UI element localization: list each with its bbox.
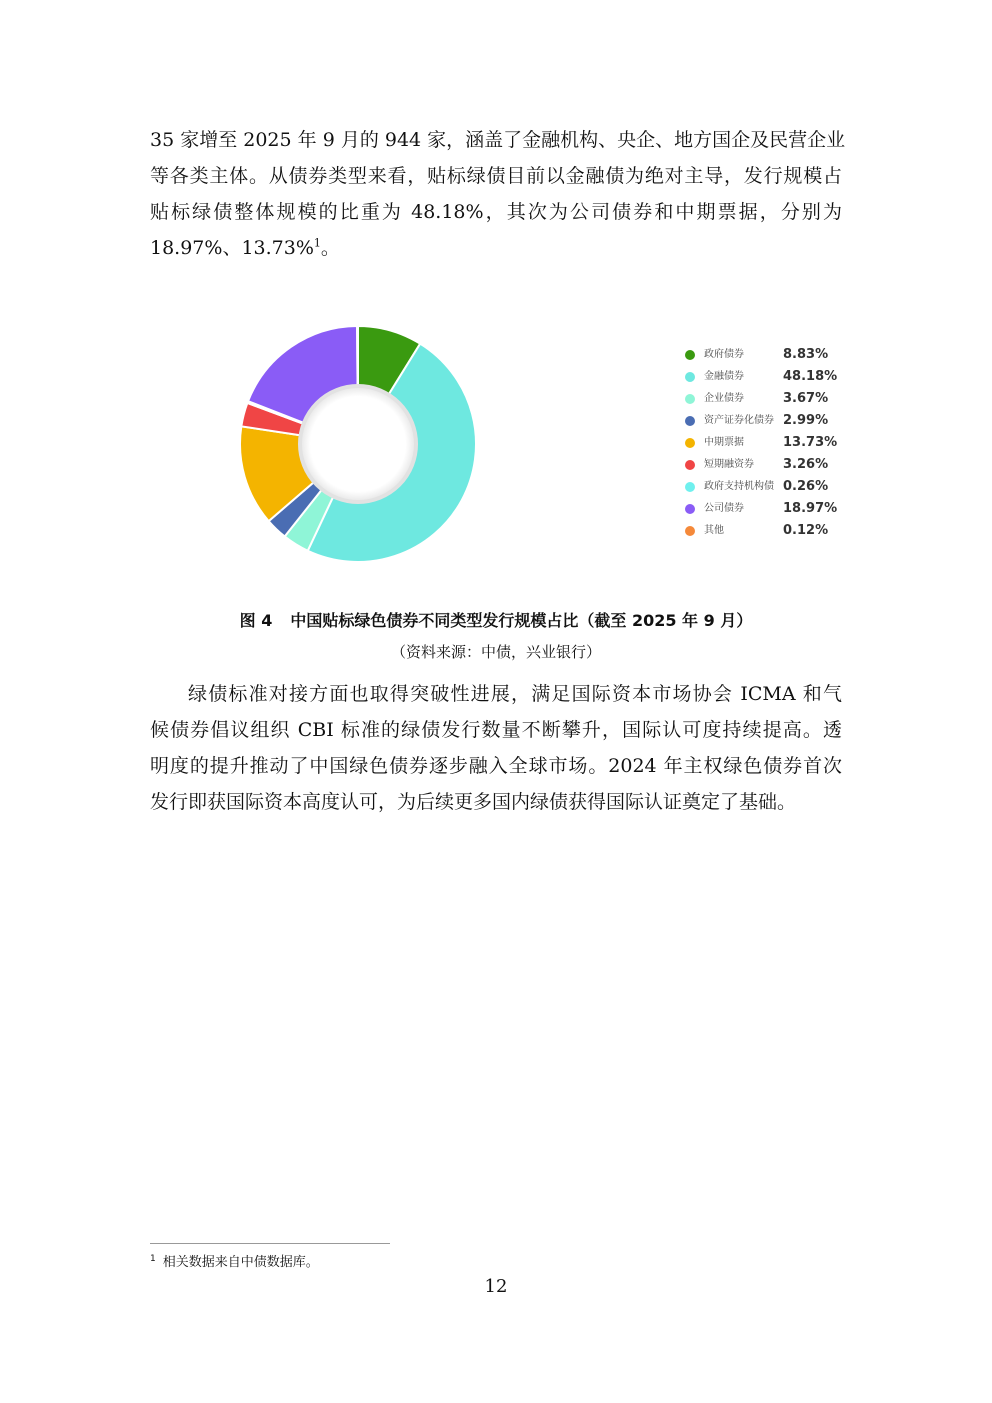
legend-value: 18.97%: [783, 501, 838, 516]
legend-item: [683, 432, 863, 454]
legend-value: 48.18%: [783, 369, 838, 384]
paragraph-line: 绿债标准对接方面也取得突破性进展，满足国际资本市场协会 ICMA 和气: [188, 683, 842, 705]
legend-item: [683, 520, 863, 542]
figure-source: （资料来源：中债，兴业银行）: [390, 643, 601, 661]
legend-label: 金融债券: [704, 371, 744, 382]
paragraph-text: 18.97%、13.73%: [150, 237, 314, 259]
pie-slice-9: [357, 326, 358, 388]
legend-label: 资产证券化债券: [704, 415, 774, 426]
chart-legend: [683, 344, 863, 542]
paragraph-line: 等各类主体。从债券类型来看，贴标绿债目前以金融债为绝对主导，发行规模占: [150, 165, 842, 187]
paragraph-line: 发行即获国际资本高度认可，为后续更多国内绿债获得国际认证奠定了基础。: [150, 791, 797, 813]
legend-marker-icon: [685, 526, 695, 536]
legend-marker-icon: [685, 350, 695, 360]
legend-item: [683, 366, 863, 388]
figure-title: 中国贴标绿色债券不同类型发行规模占比（截至 2025 年 9 月）: [290, 611, 753, 630]
body-paragraph-1: [150, 122, 846, 266]
legend-item: [683, 476, 863, 498]
paragraph-line: 候债券倡议组织 CBI 标准的绿债发行数量不断攀升，国际认可度持续提高。透: [150, 719, 842, 741]
legend-label: 公司债券: [704, 503, 744, 514]
legend-value: 0.26%: [783, 479, 829, 494]
legend-marker-icon: [685, 504, 695, 514]
legend-item: [683, 498, 863, 520]
legend-value: 8.83%: [783, 347, 829, 362]
legend-label: 政府支持机构债: [704, 481, 774, 492]
legend-label: 中期票据: [704, 437, 744, 448]
legend-marker-icon: [685, 438, 695, 448]
figure-number: 图 4: [239, 611, 273, 630]
paragraph-line: 明度的提升推动了中国绿色债券逐步融入全球市场。2024 年主权绿色债券首次: [150, 755, 842, 777]
figure-caption: [0, 609, 992, 633]
footnote-marker: 1: [150, 1253, 156, 1264]
legend-value: 13.73%: [783, 435, 838, 450]
footnote-divider: [150, 1243, 390, 1244]
footnote-text: 相关数据来自中债数据库。: [162, 1255, 319, 1270]
legend-value: 3.67%: [783, 391, 829, 406]
legend-marker-icon: [685, 460, 695, 470]
legend-marker-icon: [685, 372, 695, 382]
page-number: 12: [484, 1276, 508, 1297]
legend-label: 政府债券: [704, 349, 744, 360]
legend-marker-icon: [685, 394, 695, 404]
paragraph-line: [150, 230, 842, 266]
donut-hole: [300, 386, 416, 502]
legend-item: [683, 410, 863, 432]
legend-marker-icon: [685, 482, 695, 492]
legend-item: [683, 344, 863, 366]
legend-item: [683, 454, 863, 476]
body-paragraph-2: [150, 676, 842, 820]
paragraph-line: 35 家增至 2025 年 9 月的 944 家，涵盖了金融机构、央企、地方国企及民营企业: [150, 129, 846, 151]
footnote: [150, 1254, 319, 1272]
legend-value: 0.12%: [783, 523, 829, 538]
legend-value: 2.99%: [783, 413, 829, 428]
legend-value: 3.26%: [783, 457, 829, 472]
legend-label: 其他: [704, 525, 724, 536]
legend-item: [683, 388, 863, 410]
legend-label: 企业债券: [704, 393, 744, 404]
paragraph-line: 贴标绿债整体规模的比重为 48.18%，其次为公司债券和中期票据，分别为: [150, 201, 842, 223]
legend-label: 短期融资券: [704, 459, 754, 470]
paragraph-text: 。: [320, 237, 340, 259]
legend-marker-icon: [685, 416, 695, 426]
footnote-reference[interactable]: 1: [313, 236, 321, 250]
